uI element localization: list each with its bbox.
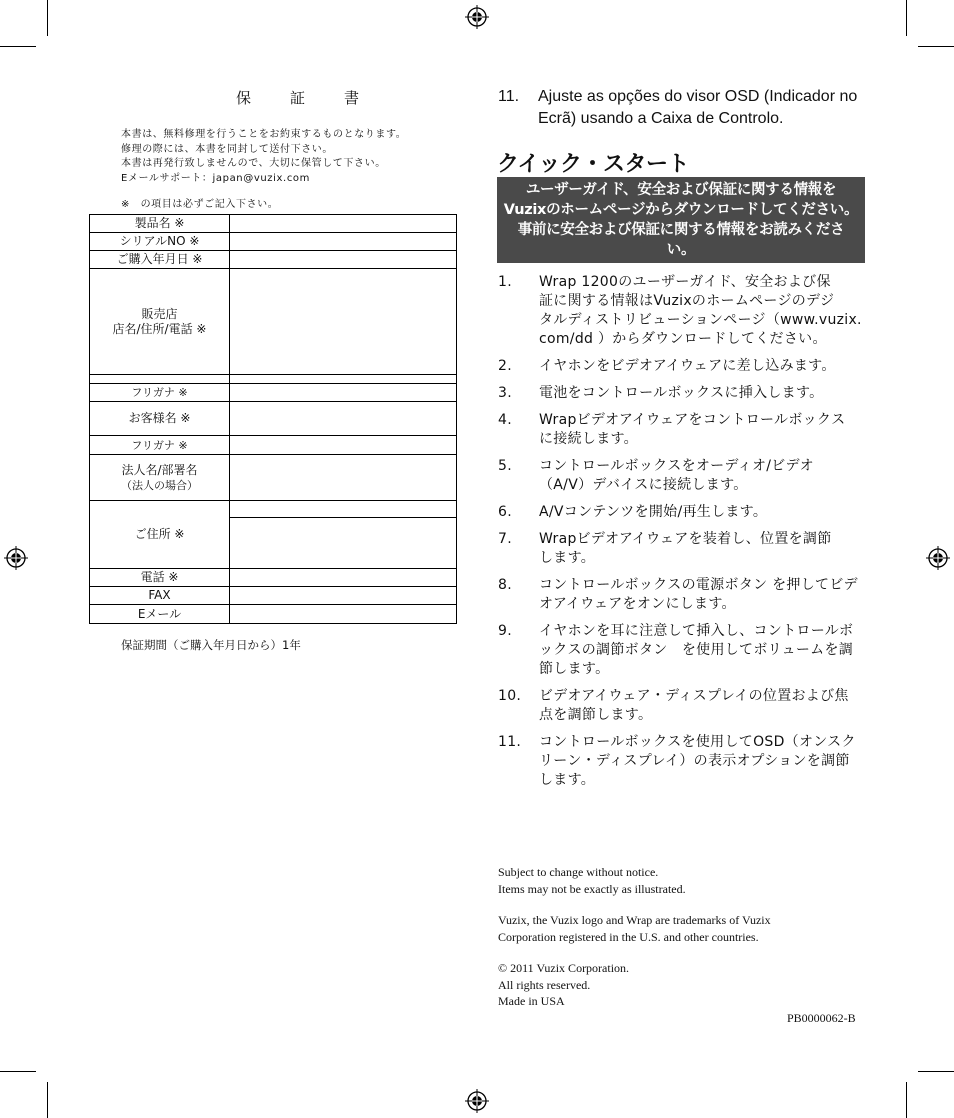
registration-mark-icon (465, 1089, 489, 1113)
label-fax: FAX (90, 587, 230, 605)
step-line: コントロールボックスをオーディオ/ビデオ (539, 458, 814, 474)
required-note: ※ の項目は必ずご記入下さい。 (121, 199, 279, 210)
banner-line: 事前に安全および保証に関する情報をお読みくださ (517, 222, 845, 238)
label-dealer-line1: 販売店 (141, 306, 178, 321)
step-line: します。 (539, 772, 596, 788)
step-line: A/Vコンテンツを開始/再生します。 (539, 504, 768, 520)
support-email: Eメールサポート：japan@vuzix.com (121, 172, 310, 184)
field-address (230, 518, 457, 569)
step-number: 6. (498, 504, 512, 520)
step-line: ックスの調節ボタン を使用してボリュームを調 (539, 642, 854, 658)
warranty-note: 本書は再発行致しませんので、大切に保管して下さい。 (121, 158, 386, 169)
warranty-title: 保 証 書 (236, 89, 372, 107)
label-company (90, 455, 230, 501)
registration-mark-icon (465, 5, 489, 29)
label-dealer (90, 269, 230, 375)
step-item (498, 687, 868, 725)
registration-mark-icon (926, 546, 950, 570)
step-number: 8. (498, 577, 512, 593)
footer-line: Made in USA (498, 994, 565, 1008)
step-line: コントロールボックスを使用してOSD（オンスク (539, 734, 856, 750)
crop-mark (918, 1071, 954, 1072)
warranty-note: 本書は、無料修理を行うことをお約束するものとなります。 (121, 129, 407, 140)
label-purchase-date: ご購入年月日 ※ (90, 251, 230, 269)
step-text (539, 457, 868, 495)
label-customer-name: お客様名 ※ (90, 402, 230, 436)
download-notice-banner (497, 177, 865, 263)
copyright-line: © 2011 Vuzix Corporation. (498, 961, 630, 975)
step-number: 5. (498, 458, 512, 474)
step-number: 10. (498, 688, 522, 704)
step-item (498, 411, 868, 449)
step-item (498, 357, 868, 376)
warranty-period: 保証期間（ご購入年月日から）1年 (121, 638, 301, 652)
banner-line: ユーザーガイド、安全および保証に関する情報を (525, 182, 837, 198)
label-email: Eメール (90, 605, 230, 624)
step-number: 9. (498, 623, 512, 639)
field-product-name (230, 215, 457, 233)
label-dealer-line2: 店名/住所/電話 ※ (112, 321, 207, 336)
step-item (498, 457, 868, 495)
label-furigana: フリガナ ※ (90, 436, 230, 455)
field-purchase-date (230, 251, 457, 269)
step-text (539, 733, 868, 790)
step-text (539, 357, 868, 376)
document-code: PB0000062-B (787, 1011, 856, 1025)
step-line: に接続します。 (539, 431, 638, 447)
step-number: 1. (498, 274, 512, 290)
step-line: （A/V）デバイスに接続します。 (539, 477, 748, 493)
step-line: コントロールボックスの電源ボタン を押してビデ (539, 577, 858, 593)
banner-line: Vuzixのホームページからダウンロードしてください。 (503, 202, 859, 218)
crop-mark (0, 46, 36, 47)
step-item (498, 503, 868, 522)
step-text (539, 576, 868, 614)
quick-start-heading: クイック・スタート (497, 152, 689, 177)
field-company (230, 455, 457, 501)
step-text: Ajuste as opções do visor OSD (Indicador no Ecrã) usando a Caixa de Controlo. (538, 88, 858, 127)
step-text (539, 411, 868, 449)
field-furigana (230, 384, 457, 402)
step-item (498, 384, 868, 403)
step-number: 3. (498, 385, 512, 401)
legal-footer (498, 864, 868, 1010)
step-line: タルディストリビューションページ（www.vuzix. (539, 312, 862, 328)
footer-line: Subject to change without notice. (498, 865, 659, 879)
footer-line: Vuzix, the Vuzix logo and Wrap are trademarks of Vuzix (498, 913, 771, 927)
crop-mark (47, 1082, 48, 1118)
crop-mark (906, 1082, 907, 1118)
label-company-line2: （法人の場合） (121, 478, 198, 492)
banner-line: い。 (666, 242, 696, 258)
footer-gap (498, 945, 868, 960)
label-product-name: 製品名 ※ (90, 215, 230, 233)
label-phone: 電話 ※ (90, 569, 230, 587)
step-item (498, 273, 868, 349)
step-text (539, 503, 868, 522)
warranty-notes (121, 128, 451, 186)
step-number: 4. (498, 412, 512, 428)
step-number: 7. (498, 531, 512, 547)
step-text (539, 622, 868, 679)
step-item (498, 530, 868, 568)
footer-gap (498, 897, 868, 912)
label-address: ご住所 ※ (90, 501, 230, 569)
step-number: 11. (498, 734, 522, 750)
label-furigana: フリガナ ※ (90, 384, 230, 402)
field-fax (230, 587, 457, 605)
step-text (539, 273, 868, 349)
step-line: Wrapビデオアイウェアを装着し、位置を調節 (539, 531, 832, 547)
step-line: 点を調節します。 (539, 707, 653, 723)
footer-line: All rights reserved. (498, 977, 591, 992)
step-line: ビデオアイウェア・ディスプレイの位置および焦 (539, 688, 849, 704)
crop-mark (0, 1071, 36, 1072)
field-serial-no (230, 233, 457, 251)
quick-start-steps (498, 273, 868, 790)
step-line: 証に関する情報はVuzixのホームページのデジ (539, 293, 835, 309)
label-serial-no: シリアルNO ※ (90, 233, 230, 251)
field-email (230, 605, 457, 624)
spacer-row (230, 375, 457, 384)
field-customer-name (230, 402, 457, 436)
step-text (539, 384, 868, 403)
step-line: リーン・ディスプレイ）の表示オプションを調節 (539, 753, 850, 769)
spacer-row (90, 375, 230, 384)
step-line: Wrap 1200のユーザーガイド、安全および保 (539, 274, 831, 290)
step-line: 節します。 (539, 661, 610, 677)
registration-mark-icon (4, 546, 28, 570)
step-item (498, 622, 868, 679)
crop-mark (906, 0, 907, 36)
step-item (498, 733, 868, 790)
field-dealer (230, 269, 457, 375)
step-line: Wrapビデオアイウェアをコントロールボックス (539, 412, 846, 428)
crop-mark (47, 0, 48, 36)
step-text (539, 530, 868, 568)
footer-line: Items may not be exactly as illustrated. (498, 881, 686, 896)
field-phone (230, 569, 457, 587)
label-company-line1: 法人名/部署名 (121, 462, 198, 477)
step-item (498, 576, 868, 614)
crop-mark (918, 46, 954, 47)
step-number: 11. (498, 88, 520, 105)
step-number: 2. (498, 358, 512, 374)
step-line: します。 (539, 550, 596, 566)
field-furigana (230, 436, 457, 455)
step-line: オアイウェアをオンにします。 (539, 596, 736, 612)
step-line: イヤホンをビデオアイウェアに差し込みます。 (539, 358, 836, 374)
field-postal-code (230, 501, 457, 518)
step-text (539, 687, 868, 725)
warranty-form (89, 214, 457, 624)
warranty-note: 修理の際には、本書を同封して送付下さい。 (121, 143, 333, 155)
step-line: イヤホンを耳に注意して挿入し、コントロールボ (539, 623, 854, 639)
step-line: 電池をコントロールボックスに挿入します。 (539, 385, 824, 401)
step-line: com/dd ）からダウンロードしてください。 (539, 331, 827, 347)
footer-line: Corporation registered in the U.S. and other countries. (498, 929, 759, 944)
